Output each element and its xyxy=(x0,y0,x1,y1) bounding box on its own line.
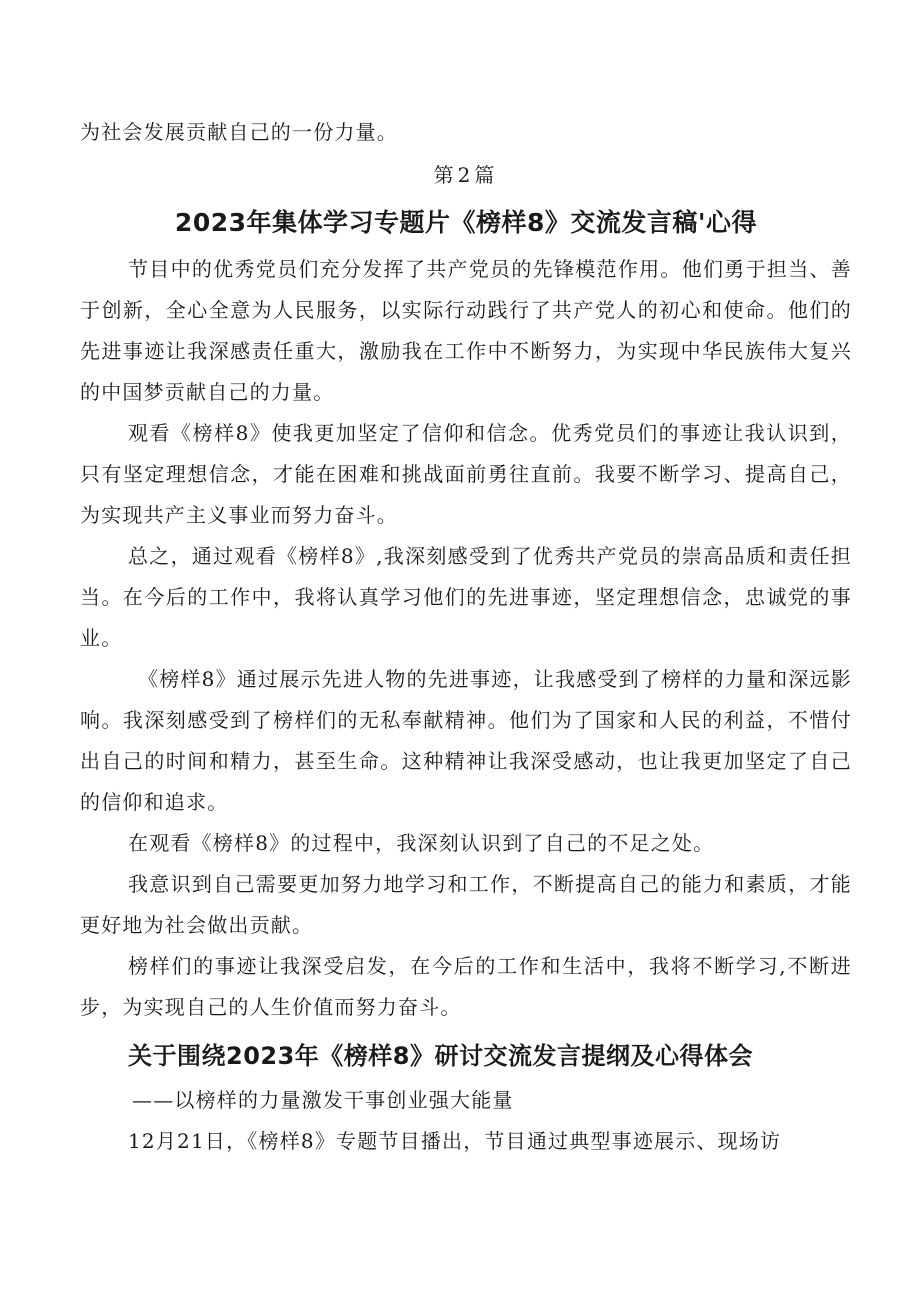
body-paragraph: 12月21日，《榜样8》专题节目播出，节目通过典型事迹展示、现场访 xyxy=(128,1129,782,1153)
article-title-2: 关于围绕2023年《榜样8》研讨交流发言提纲及心得体会 xyxy=(128,1042,753,1070)
body-paragraph: 观看《榜样8》使我更加坚定了信仰和信念。优秀党员们的事迹让我认识到，只有坚定理想信念，才能在困难和挑战面前勇往直前。我要不断学习、提高自己，为实现共产主义事业而努力奋斗。 xyxy=(80,421,852,527)
article-subtitle: ——以榜样的力量激发干事创业强大能量 xyxy=(132,1088,514,1112)
body-paragraph: 《榜样8》通过展示先进人物的先进事迹，让我感受到了榜样的力量和深远影响。我深刻感受到了榜样们的无私奉献精神。他们为了国家和人民的利益，不惜付出自己的时间和精力，甚至生命。这种精神让我深受感动，也让我更加坚定了自己的信仰和追求。 xyxy=(80,667,852,814)
lead-paragraph: 为社会发展贡献自己的一份力量。 xyxy=(80,120,398,144)
body-paragraph: 我意识到自己需要更加努力地学习和工作，不断提高自己的能力和素质，才能更好地为社会做出贡献。 xyxy=(80,872,852,937)
body-paragraph: 榜样们的事迹让我深受启发，在今后的工作和生活中，我将不断学习,不断进步，为实现自己的人生价值而努力奋斗。 xyxy=(80,954,852,1019)
section-label: 第2篇 xyxy=(433,163,499,187)
body-paragraph: 节目中的优秀党员们充分发挥了共产党员的先锋模范作用。他们勇于担当、善于创新，全心全意为人民服务，以实际行动践行了共产党人的初心和使命。他们的先进事迹让我深感责任重大，激励我在工作中不断努力，为实现中华民族伟大复兴的中国梦贡献自己的力量。 xyxy=(80,257,852,404)
article-title-1: 2023年集体学习专题片《榜样8》交流发言稿'心得 xyxy=(174,208,758,237)
body-paragraph: 在观看《榜样8》的过程中，我深刻认识到了自己的不足之处。 xyxy=(128,831,715,855)
document-content xyxy=(80,112,852,1162)
body-paragraph: 总之，通过观看《榜样8》,我深刻感受到了优秀共产党员的崇高品质和责任担当。在今后的工作中，我将认真学习他们的先进事迹，坚定理想信念，忠诚党的事业。 xyxy=(80,544,852,650)
